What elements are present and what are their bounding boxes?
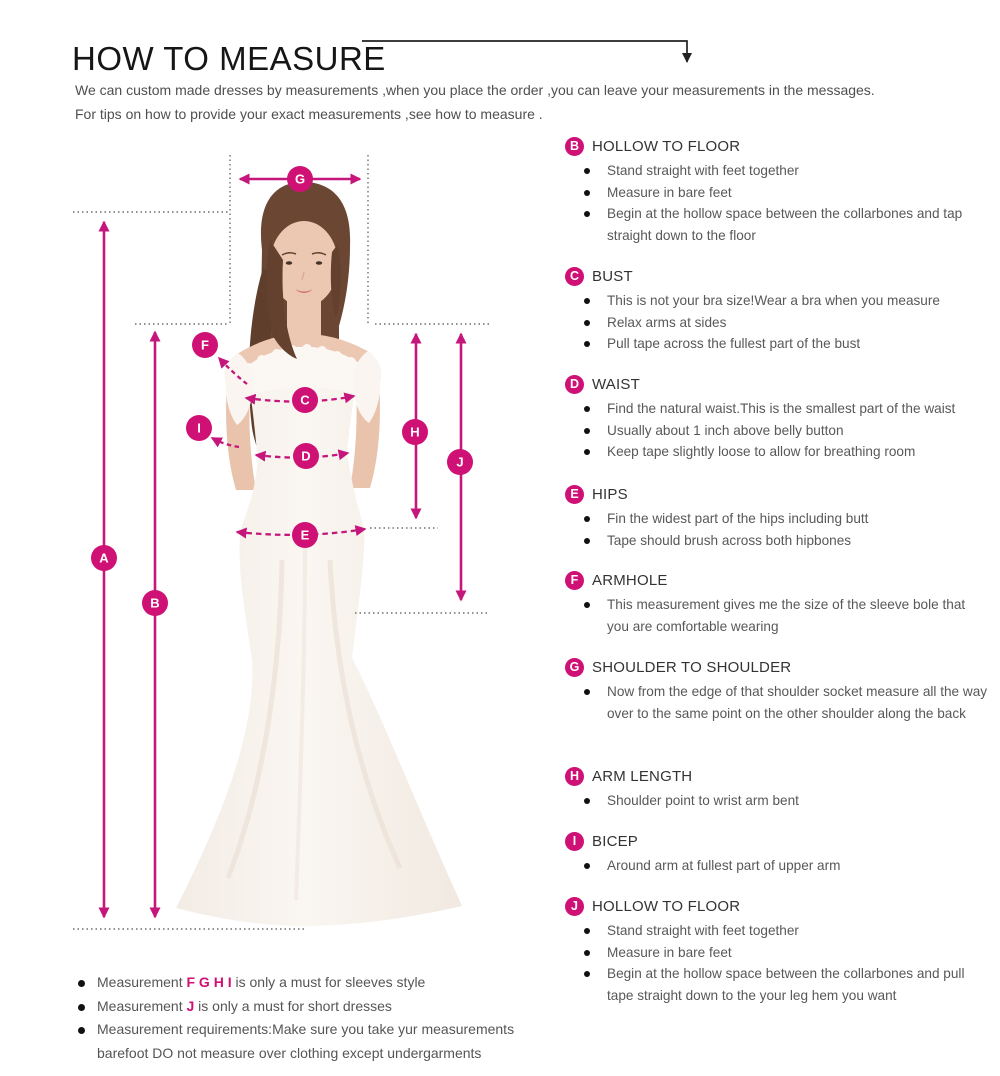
section-hips xyxy=(565,485,990,551)
marker-d xyxy=(293,443,319,469)
marker-a xyxy=(91,545,117,571)
marker-c xyxy=(292,387,318,413)
section-badge: H xyxy=(565,767,584,786)
section-badge: D xyxy=(565,375,584,394)
section-bicep xyxy=(565,832,990,877)
svg-text:H: H xyxy=(410,424,420,440)
measurement-diagram xyxy=(0,140,560,970)
svg-text:B: B xyxy=(150,595,160,611)
section-bullet: Stand straight with feet together xyxy=(565,920,990,942)
page-title: HOW TO MEASURE xyxy=(72,40,386,78)
marker-f xyxy=(192,332,218,358)
section-bullet: This is not your bra size!Wear a bra when you measure xyxy=(565,290,990,312)
section-bullet: Stand straight with feet together xyxy=(565,160,990,182)
model-dress xyxy=(176,372,462,926)
section-bullet: Measure in bare feet xyxy=(565,182,990,204)
section-badge: E xyxy=(565,485,584,504)
footnote-sleeves: Measurement F G H I is only a must for sleeves style xyxy=(60,971,540,995)
section-bullet: This measurement gives me the size of the sleeve bole that you are comfortable wearing xyxy=(565,594,990,637)
model-figure xyxy=(176,182,462,926)
intro-line-2: For tips on how to provide your exact measurements ,see how to measure . xyxy=(75,106,543,122)
section-badge: F xyxy=(565,571,584,590)
marker-j xyxy=(447,449,473,475)
section-waist xyxy=(565,375,990,463)
section-bullet: Pull tape across the fullest part of the bust xyxy=(565,333,990,355)
section-badge: C xyxy=(565,267,584,286)
section-arm-length xyxy=(565,767,990,812)
section-shoulder-to-shoulder xyxy=(565,658,990,724)
section-bust xyxy=(565,267,990,355)
section-bullet: Find the natural waist.This is the smallest part of the waist xyxy=(565,398,990,420)
section-bullet: Shoulder point to wrist arm bent xyxy=(565,790,990,812)
marker-g xyxy=(287,166,313,192)
section-armhole xyxy=(565,571,990,637)
section-bullet: Now from the edge of that shoulder socket measure all the way over to the same point on the other shoulder along the back xyxy=(565,681,990,724)
section-title: SHOULDER TO SHOULDER xyxy=(592,659,792,676)
footnote-highlight: F G H I xyxy=(186,974,232,990)
section-bullet: Tape should brush across both hipbones xyxy=(565,530,990,552)
section-badge: G xyxy=(565,658,584,677)
section-bullet: Measure in bare feet xyxy=(565,942,990,964)
svg-text:F: F xyxy=(201,337,209,353)
section-bullet: Usually about 1 inch above belly button xyxy=(565,420,990,442)
section-bullet: Fin the widest part of the hips including butt xyxy=(565,508,990,530)
section-title: BUST xyxy=(592,268,633,285)
section-bullet: Begin at the hollow space between the collarbones and pull tape straight down to the your leg hem you want xyxy=(565,963,990,1006)
section-title: WAIST xyxy=(592,376,640,393)
section-title: HOLLOW TO FLOOR xyxy=(592,138,741,155)
marker-h xyxy=(402,419,428,445)
section-bullet: Begin at the hollow space between the collarbones and tap straight down to the floor xyxy=(565,203,990,246)
section-bullet: Relax arms at sides xyxy=(565,312,990,334)
svg-text:I: I xyxy=(197,420,201,436)
marker-i xyxy=(186,415,212,441)
intro-line-1: We can custom made dresses by measurements ,when you place the order ,you can leave your measurements in the messages. xyxy=(75,82,875,98)
footnotes xyxy=(60,971,540,1065)
footnote-requirements: Measurement requirements:Make sure you take yur measurements barefoot DO not measure over clothing except undergarments xyxy=(60,1018,540,1065)
section-hollow-to-floor-j xyxy=(565,897,990,1006)
svg-text:J: J xyxy=(456,454,464,470)
section-title: HIPS xyxy=(592,486,628,503)
section-badge: J xyxy=(565,897,584,916)
footnote-highlight: J xyxy=(186,997,195,1014)
section-hollow-to-floor-b xyxy=(565,137,990,246)
marker-b xyxy=(142,590,168,616)
title-arrow xyxy=(350,28,696,76)
marker-e xyxy=(292,522,318,548)
svg-text:C: C xyxy=(300,392,310,408)
section-title: BICEP xyxy=(592,833,639,850)
section-bullet: Around arm at fullest part of upper arm xyxy=(565,855,990,877)
section-badge: I xyxy=(565,832,584,851)
intro-text xyxy=(75,78,955,126)
section-title: ARM LENGTH xyxy=(592,768,693,785)
svg-text:E: E xyxy=(300,527,310,543)
section-badge: B xyxy=(565,137,584,156)
section-title: ARMHOLE xyxy=(592,572,668,589)
svg-text:G: G xyxy=(294,171,306,187)
section-title: HOLLOW TO FLOOR xyxy=(592,898,741,915)
section-bullet: Keep tape slightly loose to allow for breathing room xyxy=(565,441,990,463)
footnote-short-dresses: Measurement J is only a must for short dresses xyxy=(60,995,540,1019)
svg-text:D: D xyxy=(301,448,311,464)
svg-text:A: A xyxy=(99,550,109,566)
